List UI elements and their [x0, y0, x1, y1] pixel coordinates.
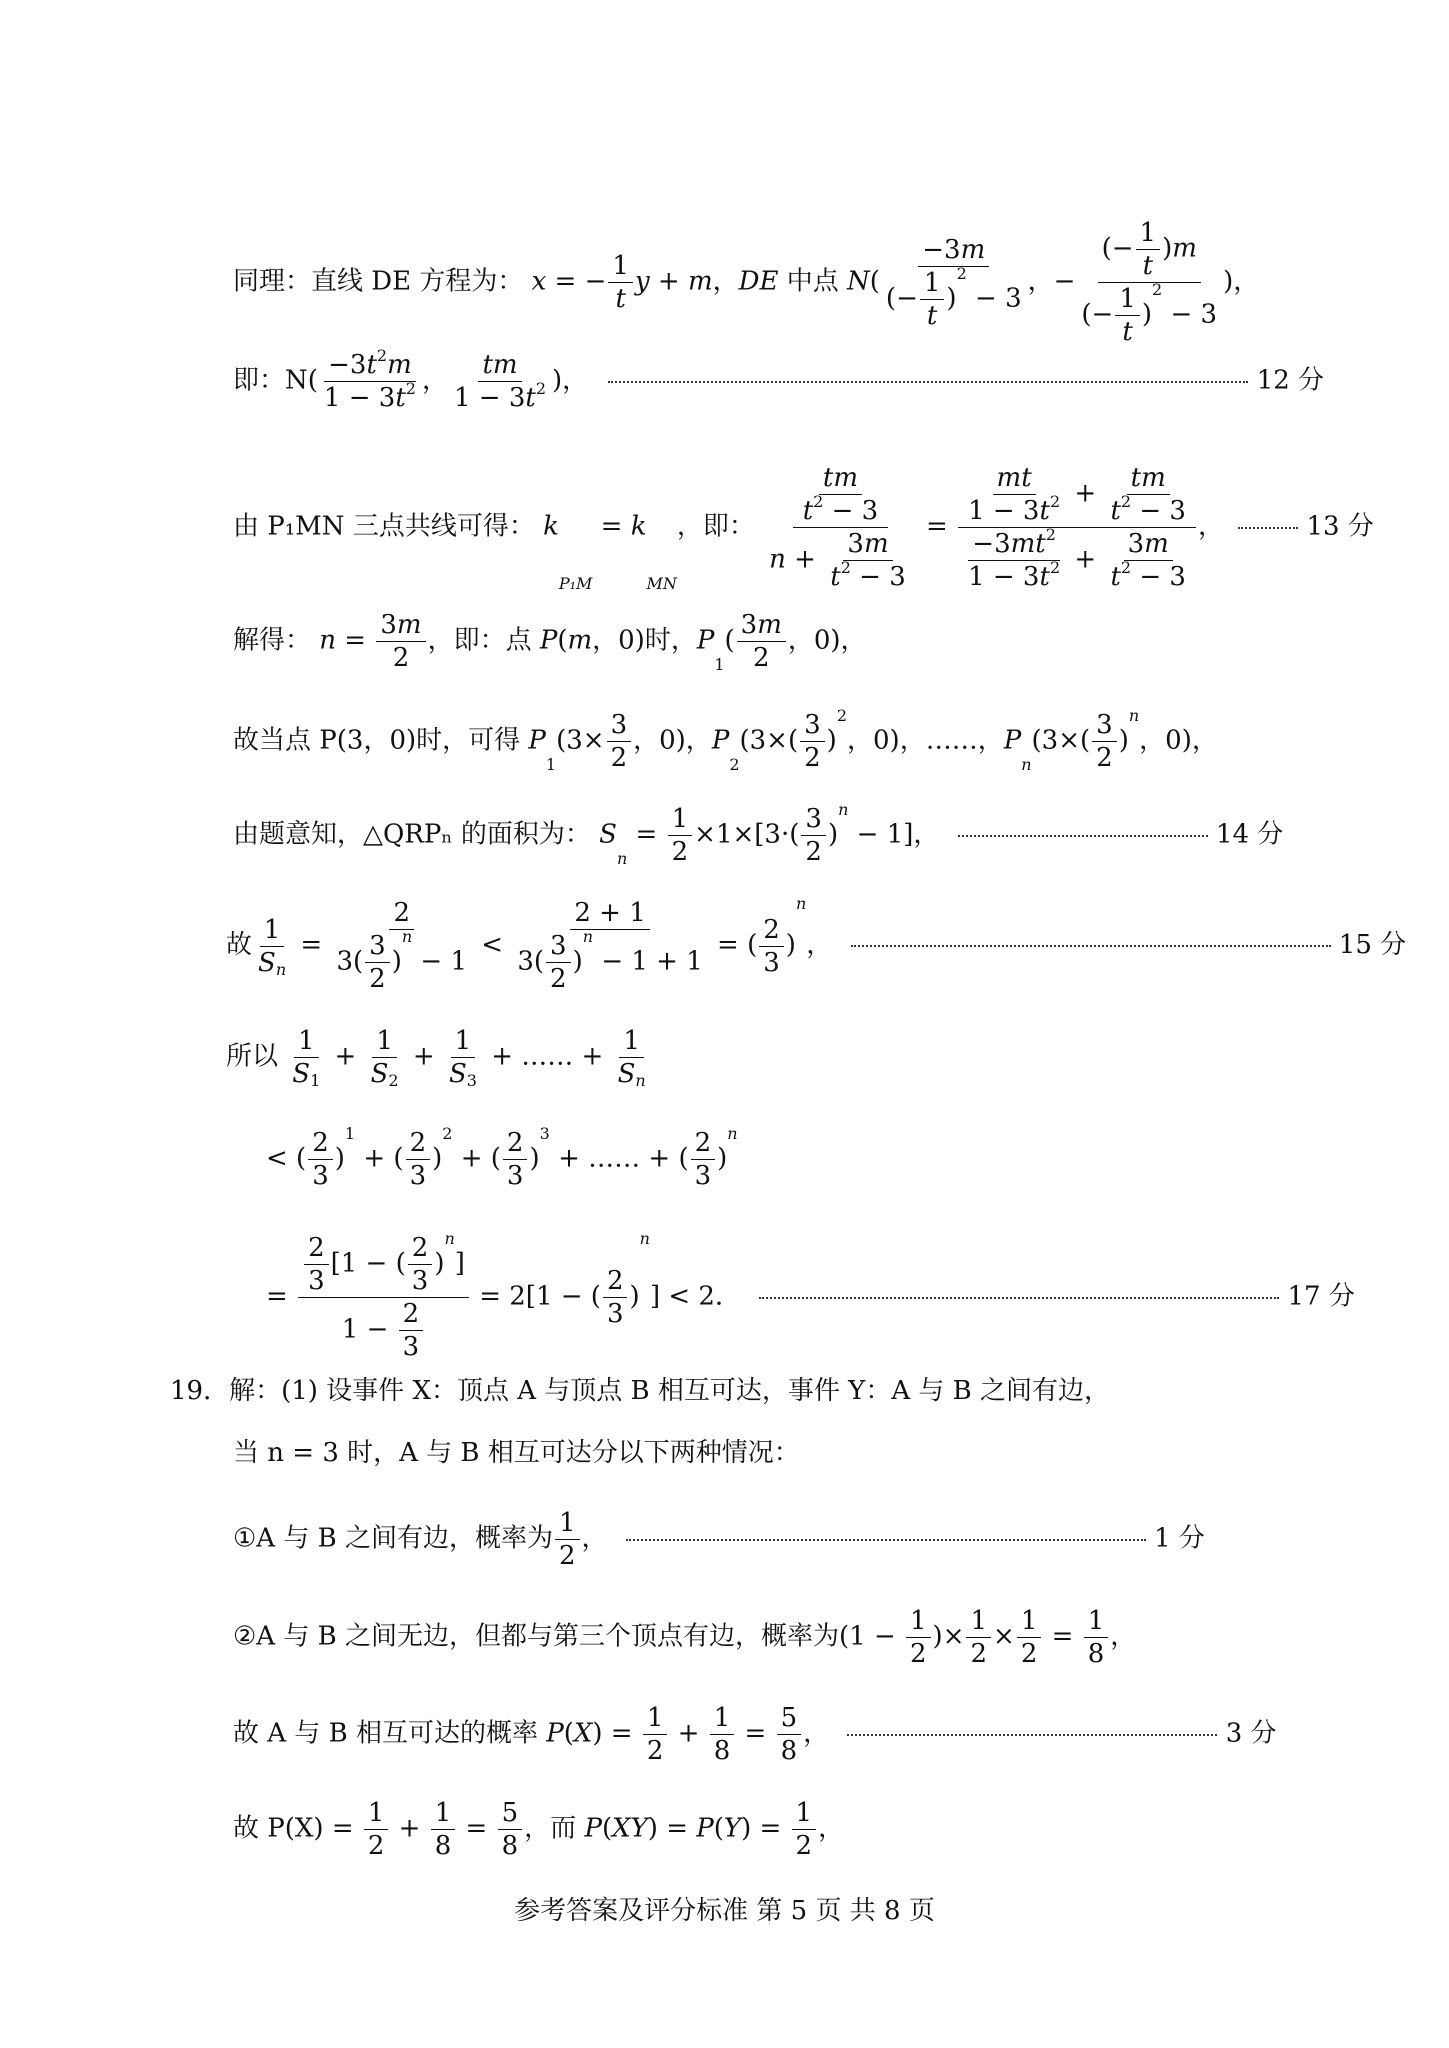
line-9: < ( $\frac{2}{3}$ )$^1$ + ( $\frac{2}{3}$ )$^2$ + ( $\frac{2}{3}$ )$^3$ + …… + ( $\frac{2}{3}$ )$^n$ [266, 1124, 738, 1191]
leader-dots [847, 1734, 1217, 1736]
line-7-text: 故 [226, 930, 253, 960]
line-2-text: 即：N( [233, 365, 318, 396]
score-label: 17 分 [1287, 1281, 1355, 1312]
line-1-text: 同理：直线 DE 方程为： [233, 266, 524, 297]
line-14: ②A 与 B 之间无边，但都与第三个顶点有边，概率为(1 − $\frac{1}{2}$ )× $\frac{1}{2}$ × $\frac{1}{2}$ = $\frac{1}{8}$ ， [233, 1606, 1137, 1669]
line-3-text: 由 P₁MN 三点共线可得： [233, 511, 535, 542]
score-label: 14 分 [1215, 819, 1284, 850]
line-8: 所以 $\frac{1}{S_1}$ + $\frac{1}{S_2}$ + $\frac{1}{S_3}$ + …… + $\frac{1}{S_n}$ [226, 1026, 646, 1090]
line-11 [170, 1378, 1110, 1404]
line-15: 故 A 与 B 相互可达的概率 P(X) = $\frac{1}{2}$ + $\frac{1}{8}$ = $\frac{5}{8}$ ， 3 分 [233, 1703, 1277, 1766]
line-1: 同理：直线 DE 方程为： x = − $\frac{1}{t}$ y + m，DE 中点 N( −3m (− $\frac{1}{t}$ )$^2$ − 3 ，− (− $\frac{1}{t}$ )m (− $\frac{1}{t}$ )$^2$ − 3 )， [233, 218, 1260, 347]
score-label: 3 分 [1225, 1718, 1277, 1749]
leader-dots [608, 381, 1248, 383]
leader-dots [626, 1539, 1146, 1541]
line-14-text: ②A 与 B 之间无边，但都与第三个顶点有边，概率为 [233, 1621, 839, 1652]
line-8-text: 所以 [226, 1041, 279, 1072]
line-16-text: 故 P(X) = [233, 1813, 354, 1844]
leader-dots [759, 1297, 1279, 1299]
line-3: 由 P₁MN 三点共线可得： $k_{P_1M} = k_{MN}$，即： $\frac{tm}{t^2 - 3}$ n + $\frac{3m}{t^2 - 3}$ = $\frac{mt}{1 - 3t^2}$ + $\frac{tm}{t^2 - 3}$ $\frac{-3mt^2}{1 - 3t^2}$ + $\frac{3m}{t^2 - 3}$ ， 13 分 [233, 463, 1374, 593]
page-footer: 参考答案及评分标准 第 5 页 共 8 页 [514, 1896, 935, 1926]
leader-dots [851, 945, 1331, 947]
line-13: ①A 与 B 之间有边，概率为 $\frac{1}{2}$ ， 1 分 [233, 1508, 1205, 1571]
line-13-text: ①A 与 B 之间有边，概率为 [233, 1523, 553, 1554]
line-10: = $\frac{2}{3}$ [1 − ( $\frac{2}{3}$ )$^n$] 1 − $\frac{2}{3}$ = 2[1 − ( $\frac{2}{3}$ )$^n$] < 2． 17 分 [266, 1229, 1355, 1362]
line-16: 故 P(X) = $\frac{1}{2}$ + $\frac{1}{8}$ = $\frac{5}{8}$ ，而 P(XY) = P(Y) = $\frac{1}{2}$ ， [233, 1798, 845, 1861]
line-12 [233, 1440, 800, 1466]
line-6: 由题意知，△QRPₙ 的面积为： $S_n$ = $\frac{1}{2}$ ×1×[3·( $\frac{3}{2}$ )$^n$ − 1]， 14 分 [233, 800, 1284, 868]
line-2: 即：N( $\frac{-3t^2m}{1 - 3t^2}$ ， $\frac{tm}{1 - 3t^2}$ )， 12 分 [233, 346, 1325, 413]
score-label: 13 分 [1306, 511, 1374, 542]
line-5-text: 故当点 P(3，0)时，可得 [233, 725, 521, 756]
line-12-text: 当 n = 3 时，A 与 B 相互可达分以下两种情况： [233, 1438, 800, 1468]
score-label: 12 分 [1256, 365, 1325, 396]
line-6-text: 由题意知，△QRPₙ 的面积为： [233, 819, 591, 850]
leader-dots [958, 835, 1208, 837]
score-label: 15 分 [1338, 930, 1407, 960]
line-7: 故 $\frac{1}{S_n}$ = 2 3( $\frac{3}{2}$ )$^n$ − 1 < 2 + 1 3( $\frac{3}{2}$ )$^n$ − 1 + 1 = ( $\frac{2}{3}$ )$^n$， 15 分 [226, 894, 1407, 994]
line-5: 故当点 P(3，0)时，可得 $P_1(3\times$ $\frac{3}{2}$ ，0)，$P_2(3\times$( $\frac{3}{2}$ )$^2$，0)，……，$P_n(3\times$( $\frac{3}{2}$ )$^n$，0)， [233, 706, 1218, 774]
line-4-text: 解得： [233, 625, 312, 656]
line-11-text: 19．解：(1) 设事件 X：顶点 A 与顶点 B 相互可达，事件 Y：A 与 B 之间有边， [170, 1376, 1110, 1406]
leader-dots [1238, 527, 1298, 529]
score-label: 1 分 [1154, 1523, 1205, 1554]
line-15-text: 故 A 与 B 相互可达的概率 [233, 1718, 538, 1749]
line-4: 解得： n = $\frac{3m}{2}$ ，即：点 P(m，0)时，$P_1$( $\frac{3m}{2}$ ，0)， [233, 610, 867, 674]
